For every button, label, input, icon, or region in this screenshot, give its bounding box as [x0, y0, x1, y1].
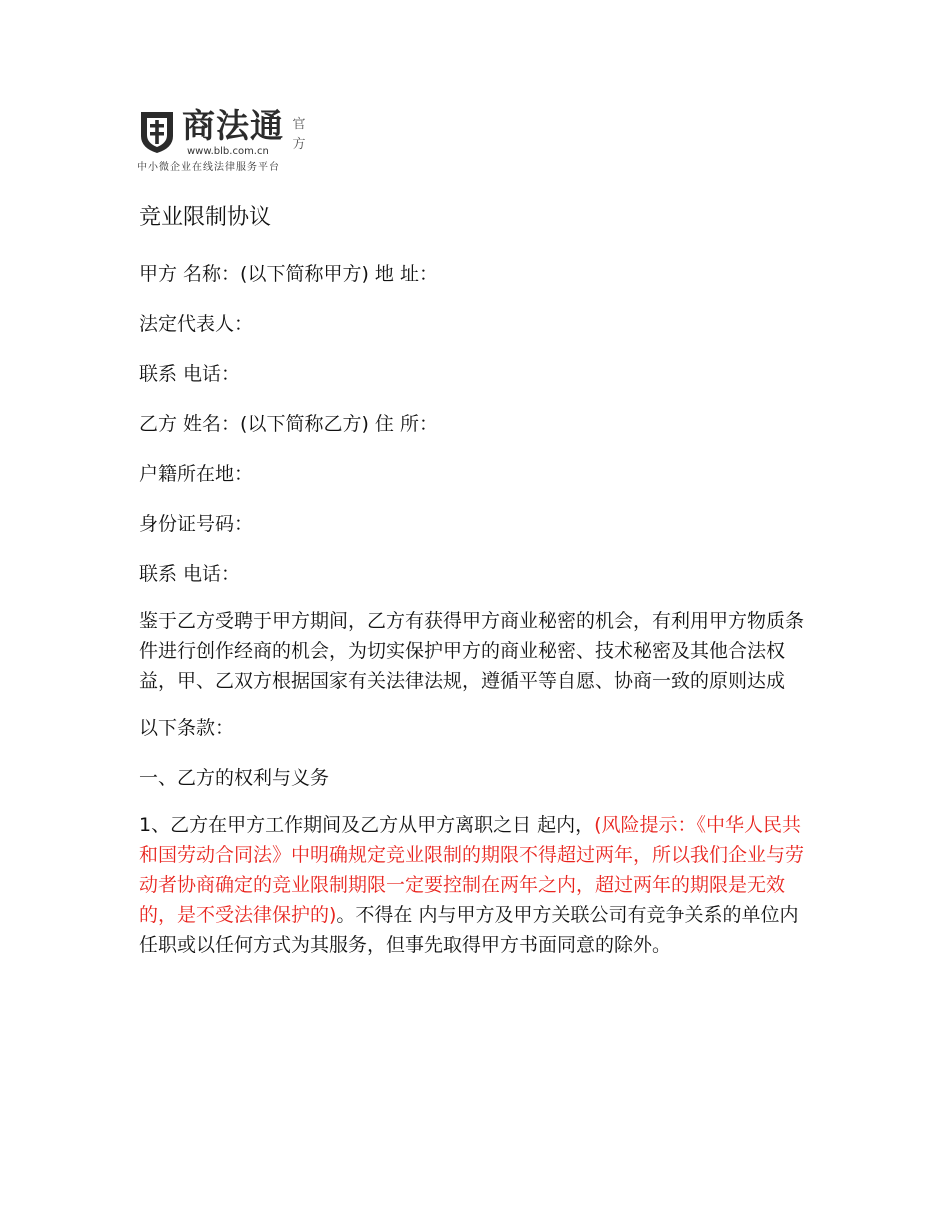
household-registration-field: 户籍所在地：: [139, 463, 254, 485]
section-1-heading: 一、乙方的权利与义务: [139, 767, 330, 789]
following-terms-label: 以下条款：: [139, 717, 235, 739]
risk-warning-text: (风险提示：《中华人民共和国劳动合同法》中明确规定竞业限制的期限不得超过两年，所以我们企业与劳动者协商确定的竞业限制期限一定要控制在两年之内，超过两年的期限是无效的，是不受法律保护的): [139, 814, 805, 926]
seal-stamp-icon: [287, 108, 311, 160]
svg-text:官: 官: [292, 117, 306, 132]
id-number-field: 身份证号码：: [139, 513, 254, 535]
document-body: [139, 200, 811, 974]
legal-representative-field: 法定代表人：: [139, 313, 254, 335]
company-logo: [137, 106, 317, 176]
party-a-name-field: 甲方 名称：(以下简称甲方) 地 址：: [139, 263, 438, 285]
svg-text:方: 方: [292, 137, 306, 152]
clause-1-paragraph: [139, 810, 811, 960]
clause-1-intro: 1、乙方在甲方工作期间及乙方从甲方离职之日 起内，: [139, 814, 595, 836]
shield-emblem-icon: [139, 110, 175, 154]
preamble-paragraph: 鉴于乙方受聘于甲方期间，乙方有获得甲方商业秘密的机会，有利用甲方物质条件进行创作经商的机会，为切实保护甲方的商业秘密、技术秘密及其他合法权益，甲、乙双方根据国家有关法律法规，遵循平等自愿、协商一致的原则达成: [139, 610, 805, 692]
logo-name: 商法通: [182, 106, 284, 145]
logo-tagline: 中小微企业在线法律服务平台: [137, 162, 280, 173]
party-a-phone-field: 联系 电话：: [139, 363, 241, 385]
logo-url: www.blb.com.cn: [187, 146, 269, 157]
party-b-name-field: 乙方 姓名：(以下简称乙方) 住 所：: [139, 413, 438, 435]
clause-1-rest: 。不得在 内与甲方及甲方关联公司有竞争关系的单位内任职或以任何方式为其服务，但事先取得甲方书面同意的除外。: [139, 904, 799, 956]
party-b-phone-field: 联系 电话：: [139, 563, 241, 585]
document-title: 竞业限制协议: [139, 205, 272, 230]
